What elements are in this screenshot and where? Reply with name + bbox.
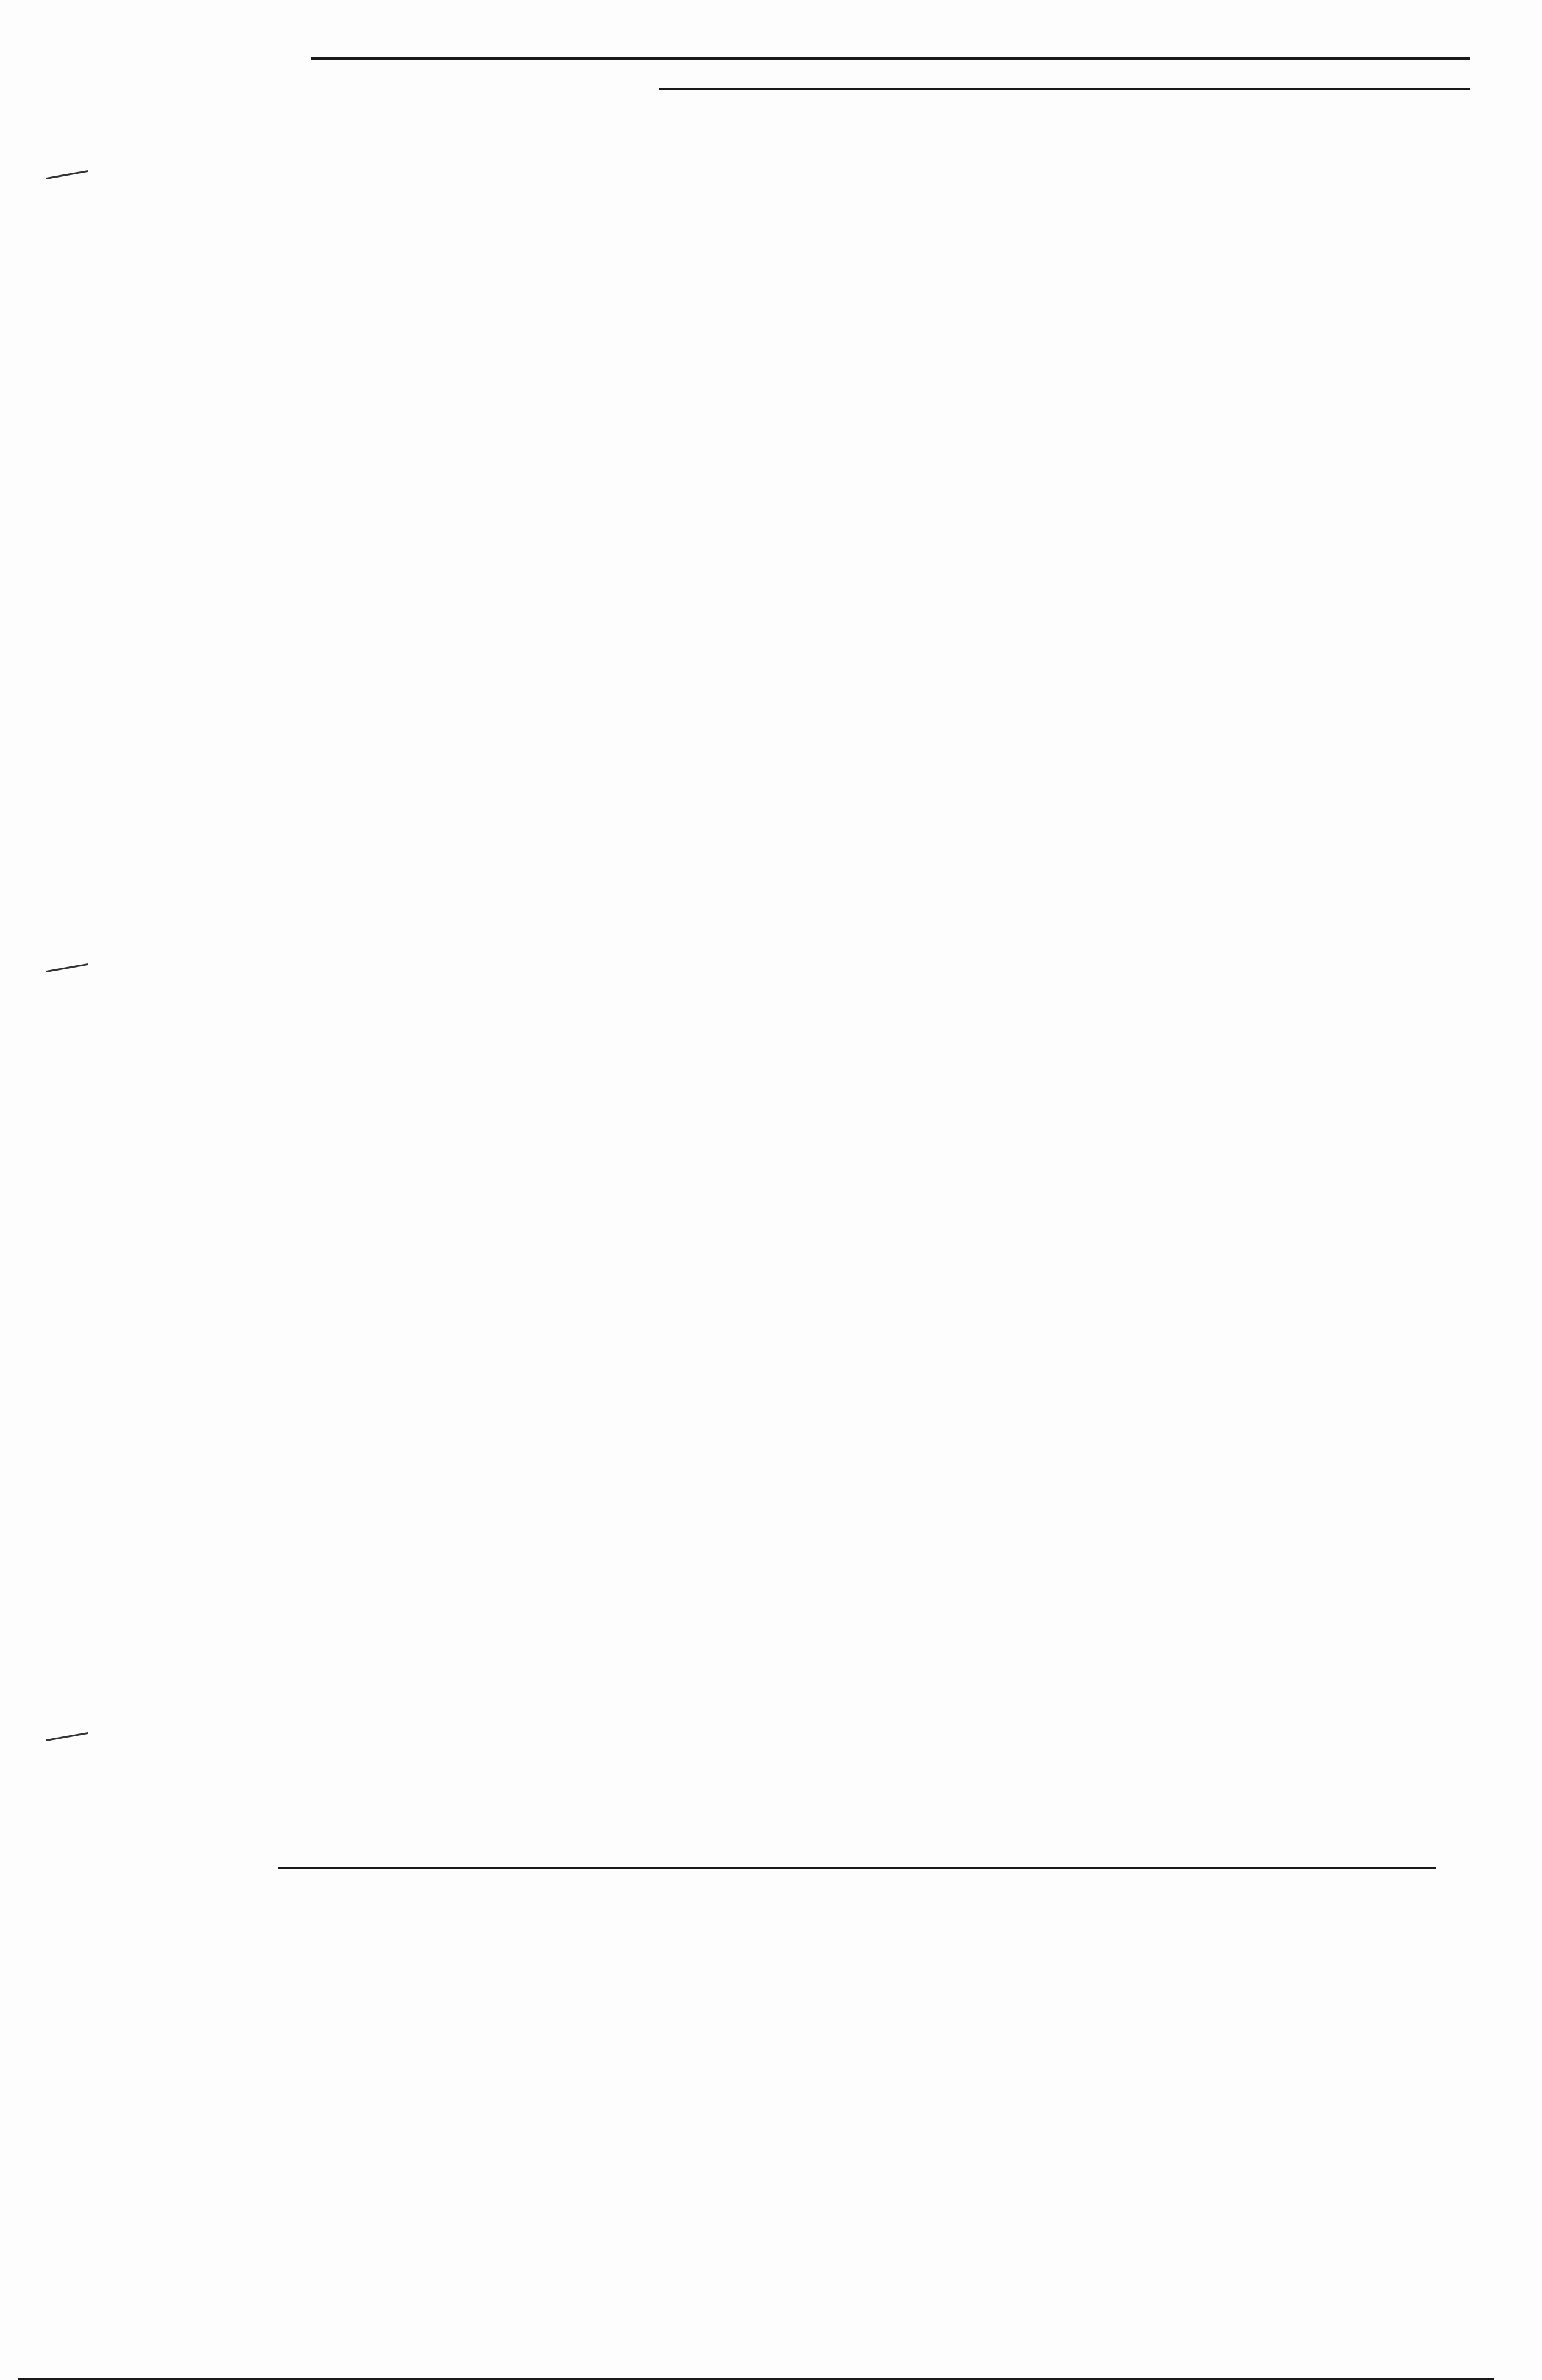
punch-mark <box>46 963 88 972</box>
punch-mark <box>46 170 88 179</box>
header-rule-top <box>311 57 1470 60</box>
footer-rule <box>278 1867 1436 1869</box>
header-rule-bottom <box>659 88 1470 90</box>
punch-mark <box>46 1732 88 1741</box>
